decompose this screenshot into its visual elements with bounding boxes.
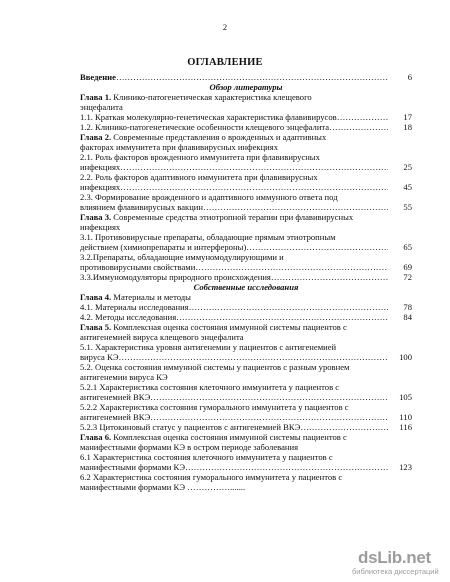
toc-entry-5-1-line: 5.1. Характеристика уровня антигенемии у пациентов с антигенемией <box>80 342 337 352</box>
toc-page-number: 69 <box>403 262 412 272</box>
toc-entry-5-1[interactable] <box>80 352 412 362</box>
dot-leader <box>195 262 388 272</box>
toc-entry-6-1-line: 6.1 Характеристика состояния клеточного иммунитета у пациентов с <box>80 452 333 462</box>
chapter-heading-line: Глава 1. Клинико-патогенетическая характеристика клещевого <box>80 92 312 102</box>
dot-leader <box>203 202 388 212</box>
toc-page-number: 100 <box>399 352 412 362</box>
toc-page-number: 78 <box>403 302 412 312</box>
toc-page-number: 116 <box>399 422 412 432</box>
chapter-heading-5[interactable] <box>80 322 412 342</box>
dot-leader <box>189 302 388 312</box>
toc-page-number: 72 <box>403 272 412 282</box>
toc-page-number: 17 <box>403 112 412 122</box>
toc-entry-2-1[interactable] <box>80 162 412 172</box>
page-title: ОГЛАВЛЕНИЕ <box>187 57 263 68</box>
toc-entry-4-2[interactable] <box>80 312 412 322</box>
toc-page-number: 25 <box>403 162 412 172</box>
toc-page-number: 18 <box>403 122 412 132</box>
toc-page-number: 84 <box>403 312 412 322</box>
toc-entry-3-3[interactable] <box>80 272 412 282</box>
toc-entry-label: 4.1. Материалы исследования <box>80 302 189 312</box>
chapter-number: Глава 6. <box>80 432 112 442</box>
table-of-contents <box>80 72 412 492</box>
chapter-heading-4[interactable]: Глава 4. Материалы и методы <box>80 292 191 302</box>
toc-entry-label: 4.2. Методы исследования <box>80 312 177 322</box>
chapter-heading-line: энцефалита <box>80 102 123 112</box>
toc-entry-intro[interactable] <box>80 72 412 82</box>
chapter-number: Глава 2. <box>80 132 112 142</box>
dot-leader <box>337 112 388 122</box>
toc-entry-2-1-line: 2.1. Роль факторов врожденного иммунитета при флавивирусных <box>80 152 320 162</box>
chapter-heading-line: Глава 3. Современные средства этиотропной терапии при флавивирусных <box>80 212 354 222</box>
toc-entry-5-2-1[interactable] <box>80 392 412 402</box>
chapter-heading-line: инфекциях <box>80 222 121 232</box>
toc-entry-label: влиянием флавивирусных вакцин <box>80 202 203 212</box>
toc-entry-2-2[interactable] <box>80 182 412 192</box>
watermark-text: dsLib.net <box>358 548 431 567</box>
toc-entry-line: 6.2 Характеристика состояния гуморального иммунитета у пациентов с <box>80 472 343 482</box>
dot-leader <box>176 312 388 322</box>
toc-entry-line: 5.2. Оценка состояния иммунной системы у пациентов с разным уровнем <box>80 362 350 372</box>
chapter-heading-1[interactable] <box>80 92 412 112</box>
toc-entry-3-1-line: 3.1. Противовирусные препараты, обладающие прямым этиотропным <box>80 232 336 242</box>
chapter-heading-line: Глава 5. Комплексная оценка состояния иммунной системы пациентов с <box>80 322 347 332</box>
toc-entry-label: инфекциях <box>80 162 121 172</box>
toc-entry-label: противовирусными свойствами <box>80 262 196 272</box>
chapter-heading-3[interactable] <box>80 212 412 232</box>
toc-entry-label: 1.1. Краткая молекулярно-генетическая характеристика флавивирусов <box>80 112 337 122</box>
toc-entry-label: Введение <box>80 72 116 82</box>
dot-leader <box>329 122 388 132</box>
chapter-heading-line: манифестными формами КЭ в остром периоде заболевания <box>80 442 299 452</box>
watermark-logo[interactable] <box>352 548 448 576</box>
toc-entry-label: 1.2. Клинико-патогенетические особенности клещевого энцефалита <box>80 122 330 132</box>
dot-leader <box>271 272 388 282</box>
toc-entry-line: антигенемии вируса КЭ <box>80 372 168 382</box>
dot-leader <box>120 182 388 192</box>
toc-entry-3-1[interactable] <box>80 242 412 252</box>
toc-entry-label: антигенемией ВКЭ <box>80 392 151 402</box>
dot-leader <box>300 422 388 432</box>
chapter-heading-line: Глава 6. Комплексная оценка состояния иммунной системы пациентов с <box>80 432 347 442</box>
chapter-number: Глава 3. <box>80 212 112 222</box>
chapter-heading-line: антигенемией вируса клещевого энцефалита <box>80 332 244 342</box>
watermark-tagline: библиотека диссертаций <box>352 567 439 576</box>
toc-entry-5-2-1-line: 5.2.1 Характеристика состояния клеточного иммунитета у пациентов с <box>80 382 340 392</box>
toc-page-number: 55 <box>403 202 412 212</box>
toc-entry-5-2[interactable] <box>80 362 412 382</box>
toc-page-number: 6 <box>407 72 412 82</box>
chapter-heading-2[interactable] <box>80 132 412 152</box>
toc-entry-2-3[interactable] <box>80 202 412 212</box>
toc-entry-3-2-line: 3.2.Препараты, обладающие иммуномодулирующими и <box>80 252 284 262</box>
dot-leader <box>185 462 388 472</box>
toc-entry-label: 5.2.3 Цитокиновый статус у пациентов с антигенемией ВКЭ <box>80 422 301 432</box>
dot-leader <box>246 242 388 252</box>
page-number: 2 <box>222 22 228 32</box>
chapter-heading-6[interactable] <box>80 432 412 452</box>
toc-entry-2-3-line: 2.3. Формирование врожденного и адаптивного иммунного ответа под <box>80 192 338 202</box>
toc-entry-6-2[interactable] <box>80 472 412 492</box>
chapter-number: Глава 1. <box>80 92 112 102</box>
dot-leader <box>150 412 388 422</box>
toc-entry-4-1[interactable] <box>80 302 412 312</box>
toc-entry-1-2[interactable] <box>80 122 412 132</box>
toc-entry-2-2-line: 2.2. Роль факторов адаптивного иммунитета при флавивирусных <box>80 172 318 182</box>
toc-entry-6-1[interactable] <box>80 462 412 472</box>
toc-entry-label: вируса КЭ <box>80 352 119 362</box>
toc-entry-label: инфекциях <box>80 182 121 192</box>
toc-entry-line: манифестными формами КЭ ……………....... <box>80 482 246 492</box>
toc-entry-3-2[interactable] <box>80 262 412 272</box>
toc-page-number: 105 <box>399 392 412 402</box>
chapter-number: Глава 5. <box>80 322 112 332</box>
toc-entry-label: антигенемией ВКЭ <box>80 412 151 422</box>
dot-leader <box>120 162 388 172</box>
toc-page-number: 45 <box>403 182 412 192</box>
section-header-own-research: Собственные исследования <box>193 282 299 292</box>
dot-leader <box>116 72 388 82</box>
toc-entry-5-2-3[interactable] <box>80 422 412 432</box>
toc-page-number: 110 <box>399 412 412 422</box>
toc-entry-label: манифестными формами КЭ <box>80 462 186 472</box>
toc-page-number: 65 <box>403 242 412 252</box>
toc-page-number: 123 <box>399 462 412 472</box>
chapter-heading-line: Глава 2. Современные представления о врожденных и адаптивных <box>80 132 327 142</box>
toc-entry-label: действием (химиопрепараты и интерфероны) <box>80 242 247 252</box>
chapter-heading-line: факторах иммунитета при флавивирусных инфекциях <box>80 142 279 152</box>
toc-entry-5-2-2[interactable] <box>80 412 412 422</box>
dot-leader <box>119 352 388 362</box>
dot-leader <box>150 392 388 402</box>
section-header-review: Обзор литературы <box>209 82 283 92</box>
toc-entry-1-1[interactable] <box>80 112 412 122</box>
toc-entry-5-2-2-line: 5.2.2 Характеристика состояния гуморального иммунитета у пациентов с <box>80 402 349 412</box>
toc-entry-label: 3.3.Иммуномодуляторы природного происхождения <box>80 272 271 282</box>
chapter-number: Глава 4. <box>80 292 112 302</box>
